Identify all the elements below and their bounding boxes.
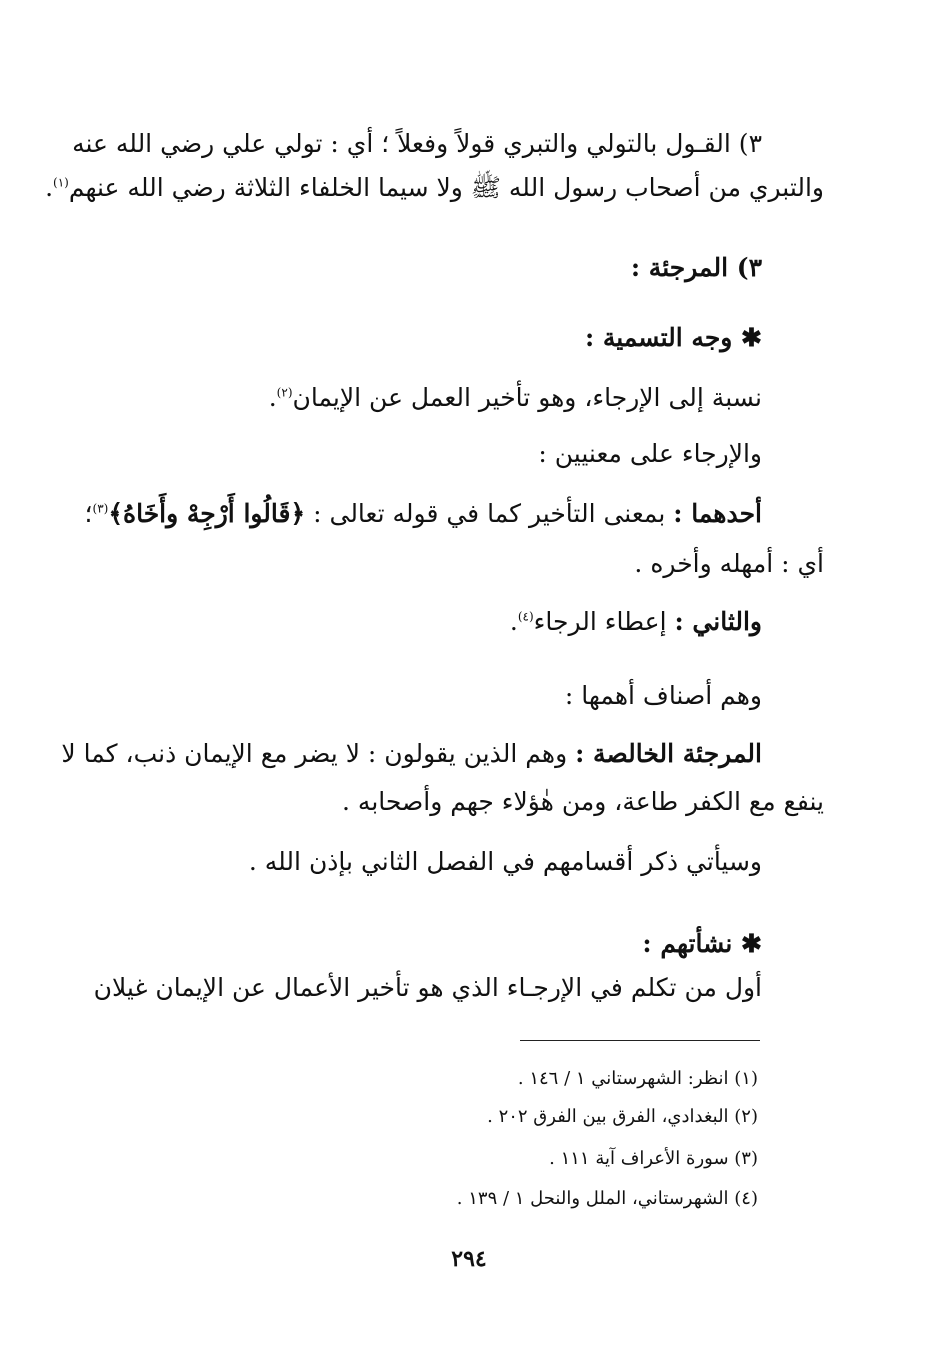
footnote-text: (٤) الشهرستاني، الملل والنحل ١ / ١٣٩ . [456,1188,758,1209]
footnote [518,1064,758,1094]
text-run: ؛ [84,499,93,528]
footnote-separator [520,1040,760,1041]
text-line [510,602,762,642]
text-line [72,124,762,164]
heading-text: ✱ نشأتهم : [642,929,762,958]
text-line [565,676,762,716]
term-label: والثاني : [674,607,762,636]
text-run: إعطاء الرجاء [533,607,667,636]
footnote-text: (٣) سورة الأعراف آية ١١١ . [549,1148,758,1169]
footnote-marker: (٢) [276,385,293,400]
quran-quote: ﴿قَالُوا أَرْجِهْ وأَخَاهُ﴾ [108,499,306,528]
text-run: وهم أصناف أهمها : [564,681,762,710]
footnote-text: (٢) البغدادي، الفرق بين الفرق ٢٠٢ . [487,1106,758,1127]
text-run: . [268,383,277,412]
footnote-text: (١) انظر: الشهرستاني ١ / ١٤٦ . [517,1068,758,1089]
text-line [249,842,762,882]
term-label: أحدهما : [673,499,762,528]
section-heading [631,248,762,288]
text-line [538,434,762,474]
footnote-marker: (٤) [517,609,534,624]
text-run: وهم الذين يقولون : لا يضر مع الإيمان ذنب، كما لا [61,739,568,768]
heading-text: ✱ وجه التسمية : [584,323,762,352]
footnote-marker: (٣) [92,501,109,516]
text-line [45,168,824,208]
text-run: ٣) القـول بالتولي والتبري قولاً وفعلاً ؛ أي : تولي علي رضي الله عنه [72,129,762,158]
text-line [61,734,762,774]
subsection-heading [585,318,762,358]
subsection-heading [642,924,762,964]
text-run: بمعنى التأخير كما في قوله تعالى : [313,499,666,528]
text-run: نسبة إلى الإرجاء، وهو تأخير العمل عن الإيمان [292,383,762,412]
text-run: أي : أمهله وأخره . [634,549,824,578]
text-line [634,544,824,584]
term-label: المرجئة الخالصة : [575,739,762,768]
text-line [93,968,762,1008]
text-run: أول من تكلم في الإرجـاء الذي هو تأخير الأعمال عن الإيمان غيلان [93,973,762,1002]
footnote [457,1184,758,1214]
text-run: . [509,607,518,636]
text-run: ينفع مع الكفر طاعة، ومن هٰؤلاء جهم وأصحابه . [342,787,824,816]
footnote [549,1144,758,1174]
text-run: وسيأتي ذكر أقسامهم في الفصل الثاني بإذن الله . [248,847,762,876]
text-line [269,378,762,418]
page-number [0,1246,938,1272]
text-run: والتبري من أصحاب رسول الله ﷺ ولا سيما الخلفاء الثلاثة رضي الله عنهم [68,173,824,202]
text-run: . [45,173,54,202]
footnote [487,1102,758,1132]
text-line [342,782,824,822]
text-line [84,494,762,534]
text-run: والإرجاء على معنيين : [538,439,762,468]
heading-text: ٣) المرجئة : [630,253,762,282]
footnote-marker: (١) [53,175,69,190]
page-number-text: ٢٩٤ [451,1246,487,1272]
